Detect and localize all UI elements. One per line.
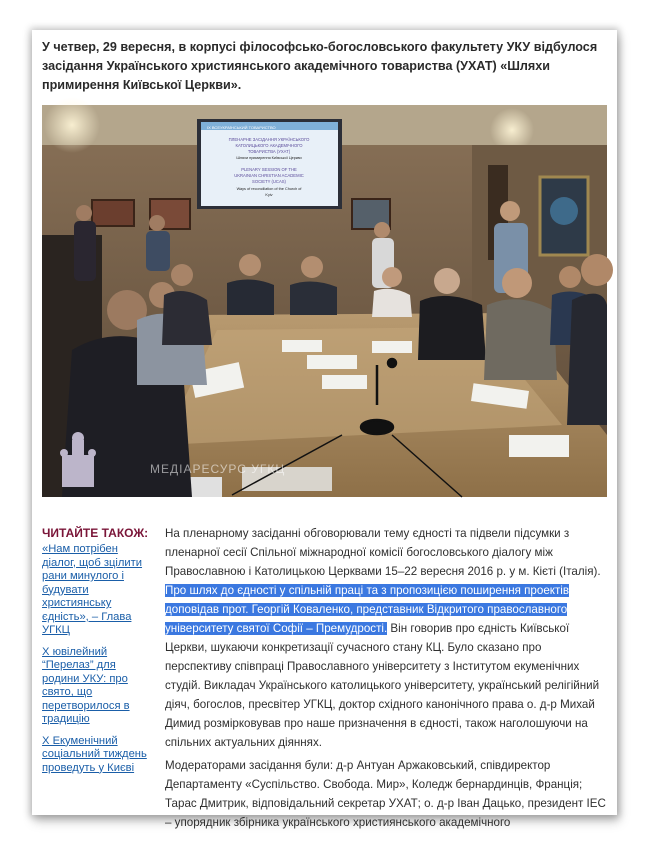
highlighted-text: Про шлях до єдності у спільній праці та з пропозицією поширення проектів доповідав прот. Георгій Коваленко, представник Відкритого православного університету святої Софії – Премудрості. (165, 584, 570, 635)
screen-line: PLENARY SESSION OF THE (241, 167, 297, 172)
screen-line: КАТОЛИЦЬКОГО АКАДЕМІЧНОГО (235, 143, 303, 148)
screen-line: SOCIETY (UCAS) (252, 179, 286, 184)
read-also-link[interactable]: «Нам потрібен діалог, щоб зцілити рани минулого і будувати християнську єдність», – Глава УГКЦ (42, 543, 143, 636)
conference-photo (42, 105, 607, 497)
article-body (165, 524, 607, 836)
paragraph-text: На пленарному засіданні обговорювали тему єдності та підвели підсумки з пленарної сесії Спільної міжнародної комісії богословського діалогу між Православною і Католицькою Церквами 15–22 вересня 2016 р. у м. Кієті (Італія). (165, 527, 601, 578)
screen-line: Ways of reconciliation of the Church of (236, 187, 302, 191)
screen-line: ПЛЕНАРНЕ ЗАСІДАННЯ УКРАЇНСЬКОГО (228, 137, 310, 142)
photo-watermark: МЕДІАРЕСУРС УГКЦ (150, 462, 286, 476)
article-page (32, 30, 617, 829)
read-also-sidebar (42, 526, 150, 783)
article-paragraph: Модераторами засідання були: д-р Антуан Аржаковський, співдиректор Департаменту «Суспільство. Свобода. Мир», Коледж бернардинців, Франція; Тарас Дмитрик, відповідальний секретар УХАТ; о. д-р Іван Дацько, президент ІЕС – упорядник збірника українського християнського академічного (165, 759, 606, 829)
article-lead: У четвер, 29 вересня, в корпусі філософсько-богословського факультету УКУ відбулося засідання Українського християнського академічного товариства (УХАТ) «Шляхи примирення Київської Церкви». (42, 40, 598, 92)
screen-line: Kyiv (265, 193, 273, 197)
screen-line: Шляхи примирення Київської Церкви (236, 156, 302, 160)
screen-line: IX ВСЕУКРАЇНСЬКИЙ ТОВАРИСТВО (207, 125, 276, 130)
screen-line: ТОВАРИСТВА (УХАТ) (247, 149, 291, 154)
article-paragraph (165, 524, 607, 752)
read-also-link[interactable]: Х Екуменічний соціальний тиждень проведуть у Києві (42, 734, 147, 774)
read-also-link[interactable]: Х ювілейний “Перелаз” для родини УКУ: про свято, що перетворилося в традицію (42, 645, 130, 725)
paragraph-text: Він говорив про єдність Київської Церкви, шукаючи конкретизації сучасного стану КЦ. Було сказано про перспективу співпраці Православного університету з Інститутом екуменічних студій. Викладач Українського католицького університету, український релігійний діяч, богослов, пресвітер УГКЦ, доктор східного канонічного права о. д-р Михай Димид розмірковував про наше призначення в єдності, також наголошуючи на спільних актуальних діяннях. (165, 622, 600, 749)
read-also-title: ЧИТАЙТЕ ТАКОЖ: (42, 526, 149, 540)
screen-line: UKRAINIAN CHRISTIAN ACADEMIC (234, 173, 304, 178)
